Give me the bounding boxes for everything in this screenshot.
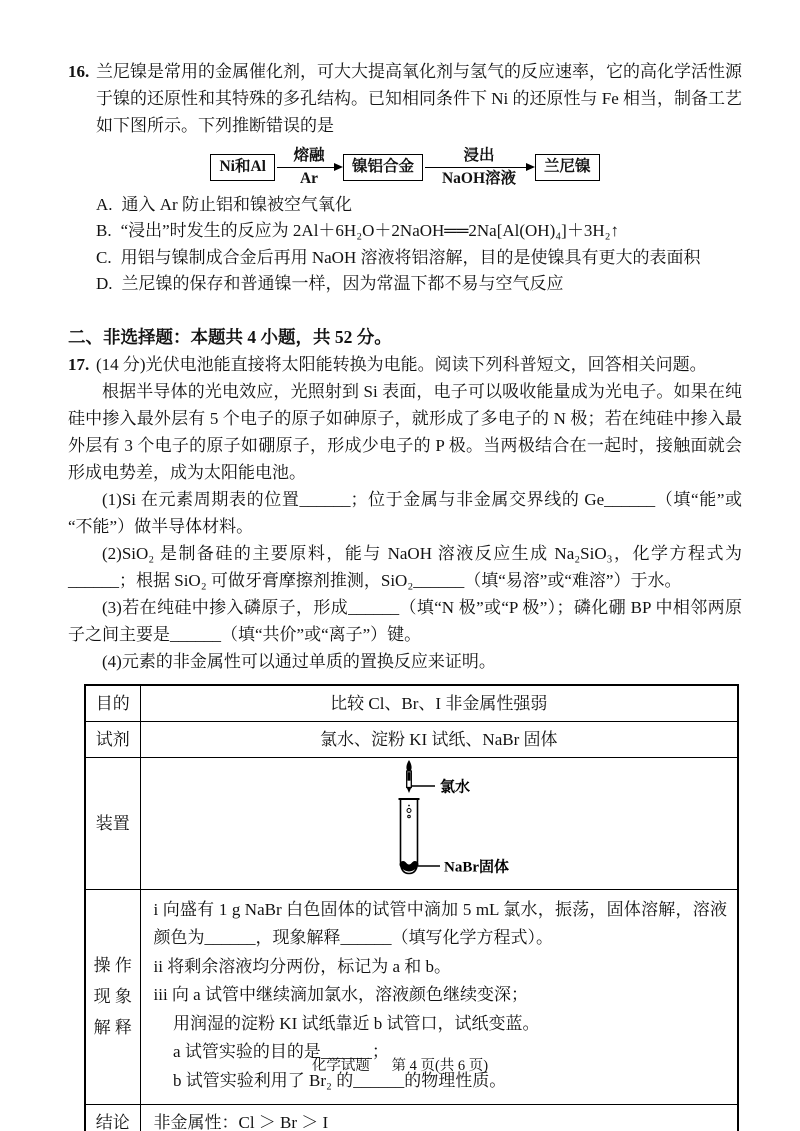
- option-b-label: B.: [96, 221, 112, 241]
- option-c-label: C.: [96, 247, 112, 267]
- arrow-right-icon: [425, 167, 533, 168]
- question-17-number: 17.: [68, 354, 90, 374]
- sub-question-1: (1)Si 在元素周期表的位置______；位于金属与非金属交界线的 Ge______（填“能”或“不能”）做半导体材料。: [68, 489, 742, 536]
- flow-arrow-leaching: [425, 147, 533, 188]
- question-16-options: [96, 192, 742, 298]
- test-tube-icon: [398, 799, 419, 874]
- flow-box-raney-nickel: 兰尼镍: [535, 154, 600, 181]
- science-passage: 根据半导体的光电效应，光照射到 Si 表面，电子可以吸收能量成为光电子。如果在纯硅中掺入最外层有 5 个电子的原子如砷原子，就形成了多电子的 N 极；若在纯硅中掺入最外层有 3 个电子的原子如硼原子，形成少电子的 P 极。当两极结合在一起时，接触面就会形成电势差，成为太阳能电池。: [68, 381, 742, 482]
- reagents-value: 氯水、淀粉 KI 试纸、NaBr 固体: [140, 721, 738, 757]
- option-d-label: D.: [96, 274, 113, 294]
- table-row-reagents: [85, 721, 738, 757]
- apparatus-diagram: [314, 759, 564, 880]
- apparatus-label: 装置: [85, 757, 140, 889]
- flow-label-naoh-solution: NaOH溶液: [441, 169, 517, 187]
- option-a-text: 通入 Ar 防止铝和镍被空气氧化: [121, 194, 352, 214]
- table-row-conclusion: [85, 1105, 738, 1131]
- reagents-label: 试剂: [85, 721, 140, 757]
- conclusion-value: 非金属性：Cl ＞ Br ＞ I: [140, 1105, 738, 1131]
- footer-page-number: 第 4 页(共 6 页): [391, 1058, 489, 1074]
- arrow-right-icon: [277, 167, 341, 168]
- flow-arrow-melting: [277, 147, 341, 188]
- flow-box-ni-and-al: Ni和Al: [210, 154, 275, 181]
- question-16-stem-row: [68, 58, 742, 139]
- flow-label-argon: Ar: [299, 169, 319, 187]
- question-16-stem: 兰尼镍是常用的金属催化剂，可大大提高氧化剂与氢气的反应速率，它的高化学活性源于镍的还原性和其特殊的多孔结构。已知相同条件下 Ni 的还原性与 Fe 相当，制备工艺如下图所示。下列推断错误的是: [96, 62, 742, 135]
- question-17-intro-row: [68, 351, 742, 378]
- question-16: [68, 58, 742, 298]
- option-a-label: A.: [96, 194, 113, 214]
- operation-step-i: i 向盛有 1 g NaBr 白色固体的试管中滴加 5 mL 氯水，振荡，固体溶解，溶液颜色为______，现象解释______（填写化学方程式）。: [153, 899, 727, 948]
- table-row-purpose: [85, 685, 738, 722]
- preparation-flow-diagram: [68, 147, 742, 188]
- operation-label-line-2: 现 象: [93, 987, 132, 1007]
- operation-step-ii: ii 将剩余溶液均分两份，标记为 a 和 b。: [153, 956, 451, 976]
- nabr-solid: [403, 864, 415, 868]
- page-footer: [0, 1057, 800, 1075]
- question-17-intro: (14 分)光伏电池能直接将太阳能转换为电能。阅读下列科普短文，回答相关问题。: [96, 354, 707, 374]
- operation-step-iii-cont: 用润湿的淀粉 KI 试纸靠近 b 试管口，试纸变蓝。: [173, 1013, 540, 1033]
- flow-box-ni-al-alloy: 镍铝合金: [343, 154, 423, 181]
- option-b-text: “浸出”时发生的反应为 2Al＋6H₂O＋2NaOH══2Na[Al(OH)₄]＋3H₂↑: [120, 221, 620, 241]
- option-d: [96, 271, 742, 298]
- option-b: [96, 218, 742, 245]
- operation-question-b: b 试管实验利用了 Br₂ 的______的物理性质。: [173, 1070, 507, 1090]
- sub-question-4: (4)元素的非金属性可以通过单质的置换反应来证明。: [102, 651, 496, 671]
- apparatus-cell: [140, 757, 738, 889]
- operation-step-iii: iii 向 a 试管中继续滴加氯水，溶液颜色继续变深；: [153, 985, 528, 1005]
- section-2-header: 二、非选择题：本题共 4 小题，共 52 分。: [68, 326, 392, 347]
- dropper-icon: [406, 760, 411, 793]
- sub-question-2: (2)SiO₂ 是制备硅的主要原料，能与 NaOH 溶液反应生成 Na₂SiO₃，化学方程式为______；根据 SiO₂ 可做牙膏摩擦剂推测，SiO₂______（填“易溶”或“难溶”）于水。: [68, 543, 742, 590]
- purpose-value: 比较 Cl、Br、I 非金属性强弱: [140, 685, 738, 722]
- option-d-text: 兰尼镍的保存和普通镍一样，因为常温下都不易与空气反应: [121, 274, 564, 294]
- option-a: [96, 192, 742, 219]
- operation-label-line-1: 操 作: [93, 956, 132, 976]
- operation-question-a: a 试管实验的目的是______；: [173, 1042, 389, 1062]
- sub-question-3: (3)若在纯硅中掺入磷原子，形成______（填“N 极”或“P 极”）；磷化硼 BP 中相邻两原子之间主要是______（填“共价”或“离子”）键。: [68, 597, 742, 644]
- option-c: [96, 245, 742, 272]
- option-c-text: 用铝与镍制成合金后再用 NaOH 溶液将铝溶解，目的是使镍具有更大的表面积: [120, 247, 701, 267]
- question-16-number: 16.: [68, 62, 90, 81]
- apparatus-label-nabr-solid: NaBr固体: [443, 859, 509, 876]
- question-17: [68, 351, 742, 1131]
- flow-label-leaching: 浸出: [463, 147, 495, 164]
- flow-label-melting: 熔融: [293, 147, 325, 164]
- purpose-label: 目的: [85, 685, 140, 722]
- apparatus-label-chlorine-water: 氯水: [439, 779, 470, 796]
- operation-label-line-3: 解 释: [93, 1018, 132, 1038]
- conclusion-label: 结论: [85, 1105, 140, 1131]
- footer-doc-title: 化学试题: [311, 1058, 370, 1074]
- table-row-apparatus: [85, 757, 738, 889]
